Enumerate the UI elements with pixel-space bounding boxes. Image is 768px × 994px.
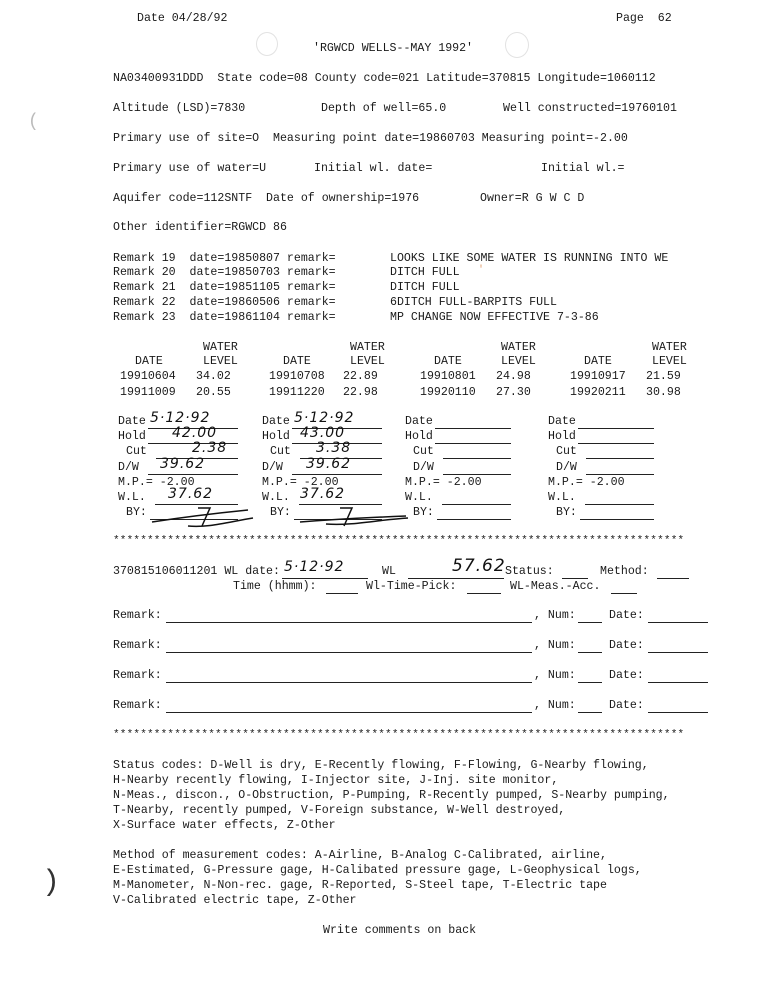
depth-of-well: Depth of well=65.0 <box>321 102 447 115</box>
entry-dw-label: D/W <box>413 461 434 474</box>
entry-wl-value[interactable]: 37.62 <box>168 486 214 502</box>
status-codes-line: T-Nearby, recently pumped, V-Foreign substance, W-Well destroyed, <box>113 804 566 817</box>
entry-mp-label: M.P.= -2.00 <box>548 476 625 489</box>
num-label: , Num: <box>534 699 576 712</box>
remark-text: 6DITCH FULL-BARPITS FULL <box>390 296 557 309</box>
stray-mark: ' <box>478 265 485 276</box>
entry-cut-value[interactable]: 2.38 <box>192 440 228 456</box>
meas-acc-label: WL-Meas.-Acc. <box>510 580 601 593</box>
entry-hold-label: Hold <box>405 430 433 443</box>
entry-hold-label: Hold <box>118 430 146 443</box>
remark-text: LOOKS LIKE SOME WATER IS RUNNING INTO WE <box>390 252 669 265</box>
remark-input[interactable] <box>166 622 532 623</box>
entry-by-label: BY: <box>413 506 434 519</box>
method-label: Method: <box>600 565 649 578</box>
wl-value: 24.98 <box>496 370 531 383</box>
wl-date: 19911009 <box>120 386 176 399</box>
entry-wl-label: W.L. <box>118 491 146 504</box>
time-pick-label: Wl-Time-Pick: <box>366 580 457 593</box>
date-input[interactable] <box>648 682 708 683</box>
wl-value: 22.89 <box>343 370 378 383</box>
date-input[interactable] <box>648 652 708 653</box>
col-head-level: LEVEL <box>652 355 687 368</box>
entry-date-label: Date <box>405 415 433 428</box>
wl-date: 19910708 <box>269 370 325 383</box>
wl-date: 19910801 <box>420 370 476 383</box>
num-input[interactable] <box>578 682 602 683</box>
remark-form-label: Remark: <box>113 609 162 622</box>
wl-site-id: 370815106011201 WL date: <box>113 565 280 578</box>
remark-input[interactable] <box>166 652 532 653</box>
entry-dw-label: D/W <box>118 461 139 474</box>
entry-cut-label: Cut <box>270 445 291 458</box>
well-constructed: Well constructed=19760101 <box>503 102 677 115</box>
aquifer-code: Aquifer code=112SNTF Date of ownership=1976 <box>113 192 420 205</box>
num-input[interactable] <box>578 712 602 713</box>
wl-date: 19910917 <box>570 370 626 383</box>
margin-mark-bottom: ) <box>42 866 61 900</box>
entry-hold-value[interactable]: 42.00 <box>172 425 218 441</box>
wl-value: 22.98 <box>343 386 378 399</box>
wl-date: 19910604 <box>120 370 176 383</box>
entry-mp-label: M.P.= -2.00 <box>262 476 339 489</box>
wl-date: 19920211 <box>570 386 626 399</box>
entry-dw-value[interactable]: 39.62 <box>306 456 352 472</box>
altitude: Altitude (LSD)=7830 <box>113 102 246 115</box>
other-identifier: Other identifier=RGWCD 86 <box>113 221 287 234</box>
header-page: Page 62 <box>616 12 672 25</box>
entry-dw-label: D/W <box>556 461 577 474</box>
method-codes-line: E-Estimated, G-Pressure gage, H-Calibated pressure gage, L-Geophysical logs, <box>113 864 642 877</box>
remark-label: Remark 23 date=19861104 remark= <box>113 311 336 324</box>
col-head-water: WATER <box>203 341 238 354</box>
entry-date-value[interactable]: 5·12·92 <box>150 410 211 426</box>
remark-text: DITCH FULL <box>390 281 460 294</box>
initials-signature <box>148 500 258 530</box>
entry-wl-label: W.L. <box>548 491 576 504</box>
status-label: Status: <box>505 565 554 578</box>
remark-label: Remark 19 date=19850807 remark= <box>113 252 336 265</box>
remark-label: Remark 21 date=19851105 remark= <box>113 281 336 294</box>
entry-wl-label: W.L. <box>262 491 290 504</box>
date-label: Date: <box>609 699 644 712</box>
entry-cut-label: Cut <box>556 445 577 458</box>
entry-date-value[interactable]: 5·12·92 <box>294 410 355 426</box>
entry-wl-value[interactable]: 37.62 <box>300 486 346 502</box>
date-input[interactable] <box>648 622 708 623</box>
header-date: Date 04/28/92 <box>137 12 228 25</box>
primary-use-site: Primary use of site=O Measuring point date=19860703 Measuring point=-2.00 <box>113 132 628 145</box>
initials-signature <box>296 500 416 530</box>
method-codes-line: Method of measurement codes: A-Airline, B-Analog C-Calibrated, airline, <box>113 849 607 862</box>
document-title: 'RGWCD WELLS--MAY 1992' <box>313 42 474 55</box>
entry-hold-label: Hold <box>548 430 576 443</box>
num-label: , Num: <box>534 639 576 652</box>
num-input[interactable] <box>578 622 602 623</box>
entry-mp-label: M.P.= -2.00 <box>118 476 195 489</box>
entry-dw-value[interactable]: 39.62 <box>160 456 206 472</box>
status-codes-line: Status codes: D-Well is dry, E-Recently flowing, F-Flowing, G-Nearby flowing, <box>113 759 649 772</box>
entry-hold-value[interactable]: 43.00 <box>300 425 346 441</box>
remark-form-label: Remark: <box>113 669 162 682</box>
entry-hold-label: Hold <box>262 430 290 443</box>
time-label: Time (hhmm): <box>233 580 317 593</box>
wl-value: 21.59 <box>646 370 681 383</box>
remark-label: Remark 20 date=19850703 remark= <box>113 266 336 279</box>
date-label: Date: <box>609 669 644 682</box>
col-head-level: LEVEL <box>350 355 385 368</box>
remark-label: Remark 22 date=19860506 remark= <box>113 296 336 309</box>
entry-by-label: BY: <box>270 506 291 519</box>
remark-text: MP CHANGE NOW EFFECTIVE 7-3-86 <box>390 311 599 324</box>
punch-hole-left <box>256 32 278 56</box>
col-head-water: WATER <box>652 341 687 354</box>
remark-form-label: Remark: <box>113 699 162 712</box>
entry-dw-label: D/W <box>262 461 283 474</box>
footer-note: Write comments on back <box>323 924 477 937</box>
separator-stars: ************************************************************************************ <box>113 729 685 741</box>
status-codes-line: H-Nearby recently flowing, I-Injector site, J-Inj. site monitor, <box>113 774 559 787</box>
entry-wl-label: W.L. <box>405 491 433 504</box>
num-label: , Num: <box>534 609 576 622</box>
col-head-water: WATER <box>350 341 385 354</box>
num-input[interactable] <box>578 652 602 653</box>
method-codes-line: V-Calibrated electric tape, Z-Other <box>113 894 357 907</box>
method-codes-line: M-Manometer, N-Non-rec. gage, R-Reported, S-Steel tape, T-Electric tape <box>113 879 607 892</box>
date-input[interactable] <box>648 712 708 713</box>
wl-value: 27.30 <box>496 386 531 399</box>
wl-date-value[interactable]: 5·12·92 <box>284 559 345 575</box>
col-head-date: DATE <box>584 355 612 368</box>
entry-mp-label: M.P.= -2.00 <box>405 476 482 489</box>
entry-cut-label: Cut <box>413 445 434 458</box>
entry-date-label: Date <box>262 415 290 428</box>
col-head-level: LEVEL <box>203 355 238 368</box>
col-head-water: WATER <box>501 341 536 354</box>
entry-date-label: Date <box>548 415 576 428</box>
entry-cut-label: Cut <box>126 445 147 458</box>
entry-by-label: BY: <box>126 506 147 519</box>
num-label: , Num: <box>534 669 576 682</box>
remark-input[interactable] <box>166 682 532 683</box>
wl-value: 30.98 <box>646 386 681 399</box>
owner: Owner=R G W C D <box>480 192 585 205</box>
wl-date: 19920110 <box>420 386 476 399</box>
initial-wl-date: Initial wl. date= <box>314 162 433 175</box>
status-codes-line: X-Surface water effects, Z-Other <box>113 819 336 832</box>
punch-hole-right <box>505 32 529 58</box>
separator-stars: ************************************************************************************ <box>113 535 685 547</box>
margin-mark-top: ( <box>28 112 39 132</box>
entry-by-label: BY: <box>556 506 577 519</box>
remark-text: DITCH FULL <box>390 266 460 279</box>
col-head-date: DATE <box>434 355 462 368</box>
remark-input[interactable] <box>166 712 532 713</box>
initial-wl: Initial wl.= <box>541 162 625 175</box>
wl-label: WL <box>382 565 396 578</box>
date-label: Date: <box>609 639 644 652</box>
wl-value: 20.55 <box>196 386 231 399</box>
col-head-date: DATE <box>135 355 163 368</box>
primary-use-water: Primary use of water=U <box>113 162 267 175</box>
entry-cut-value[interactable]: 3.38 <box>316 440 352 456</box>
entry-date-label: Date <box>118 415 146 428</box>
status-codes-line: N-Meas., discon., O-Obstruction, P-Pumping, R-Recently pumped, S-Nearby pumping, <box>113 789 670 802</box>
site-line-1: NA03400931DDD State code=08 County code=021 Latitude=370815 Longitude=1060112 <box>113 72 656 85</box>
col-head-date: DATE <box>283 355 311 368</box>
wl-value[interactable]: 57.62 <box>452 556 506 576</box>
wl-value: 34.02 <box>196 370 231 383</box>
col-head-level: LEVEL <box>501 355 536 368</box>
date-label: Date: <box>609 609 644 622</box>
remark-form-label: Remark: <box>113 639 162 652</box>
wl-date: 19911220 <box>269 386 325 399</box>
